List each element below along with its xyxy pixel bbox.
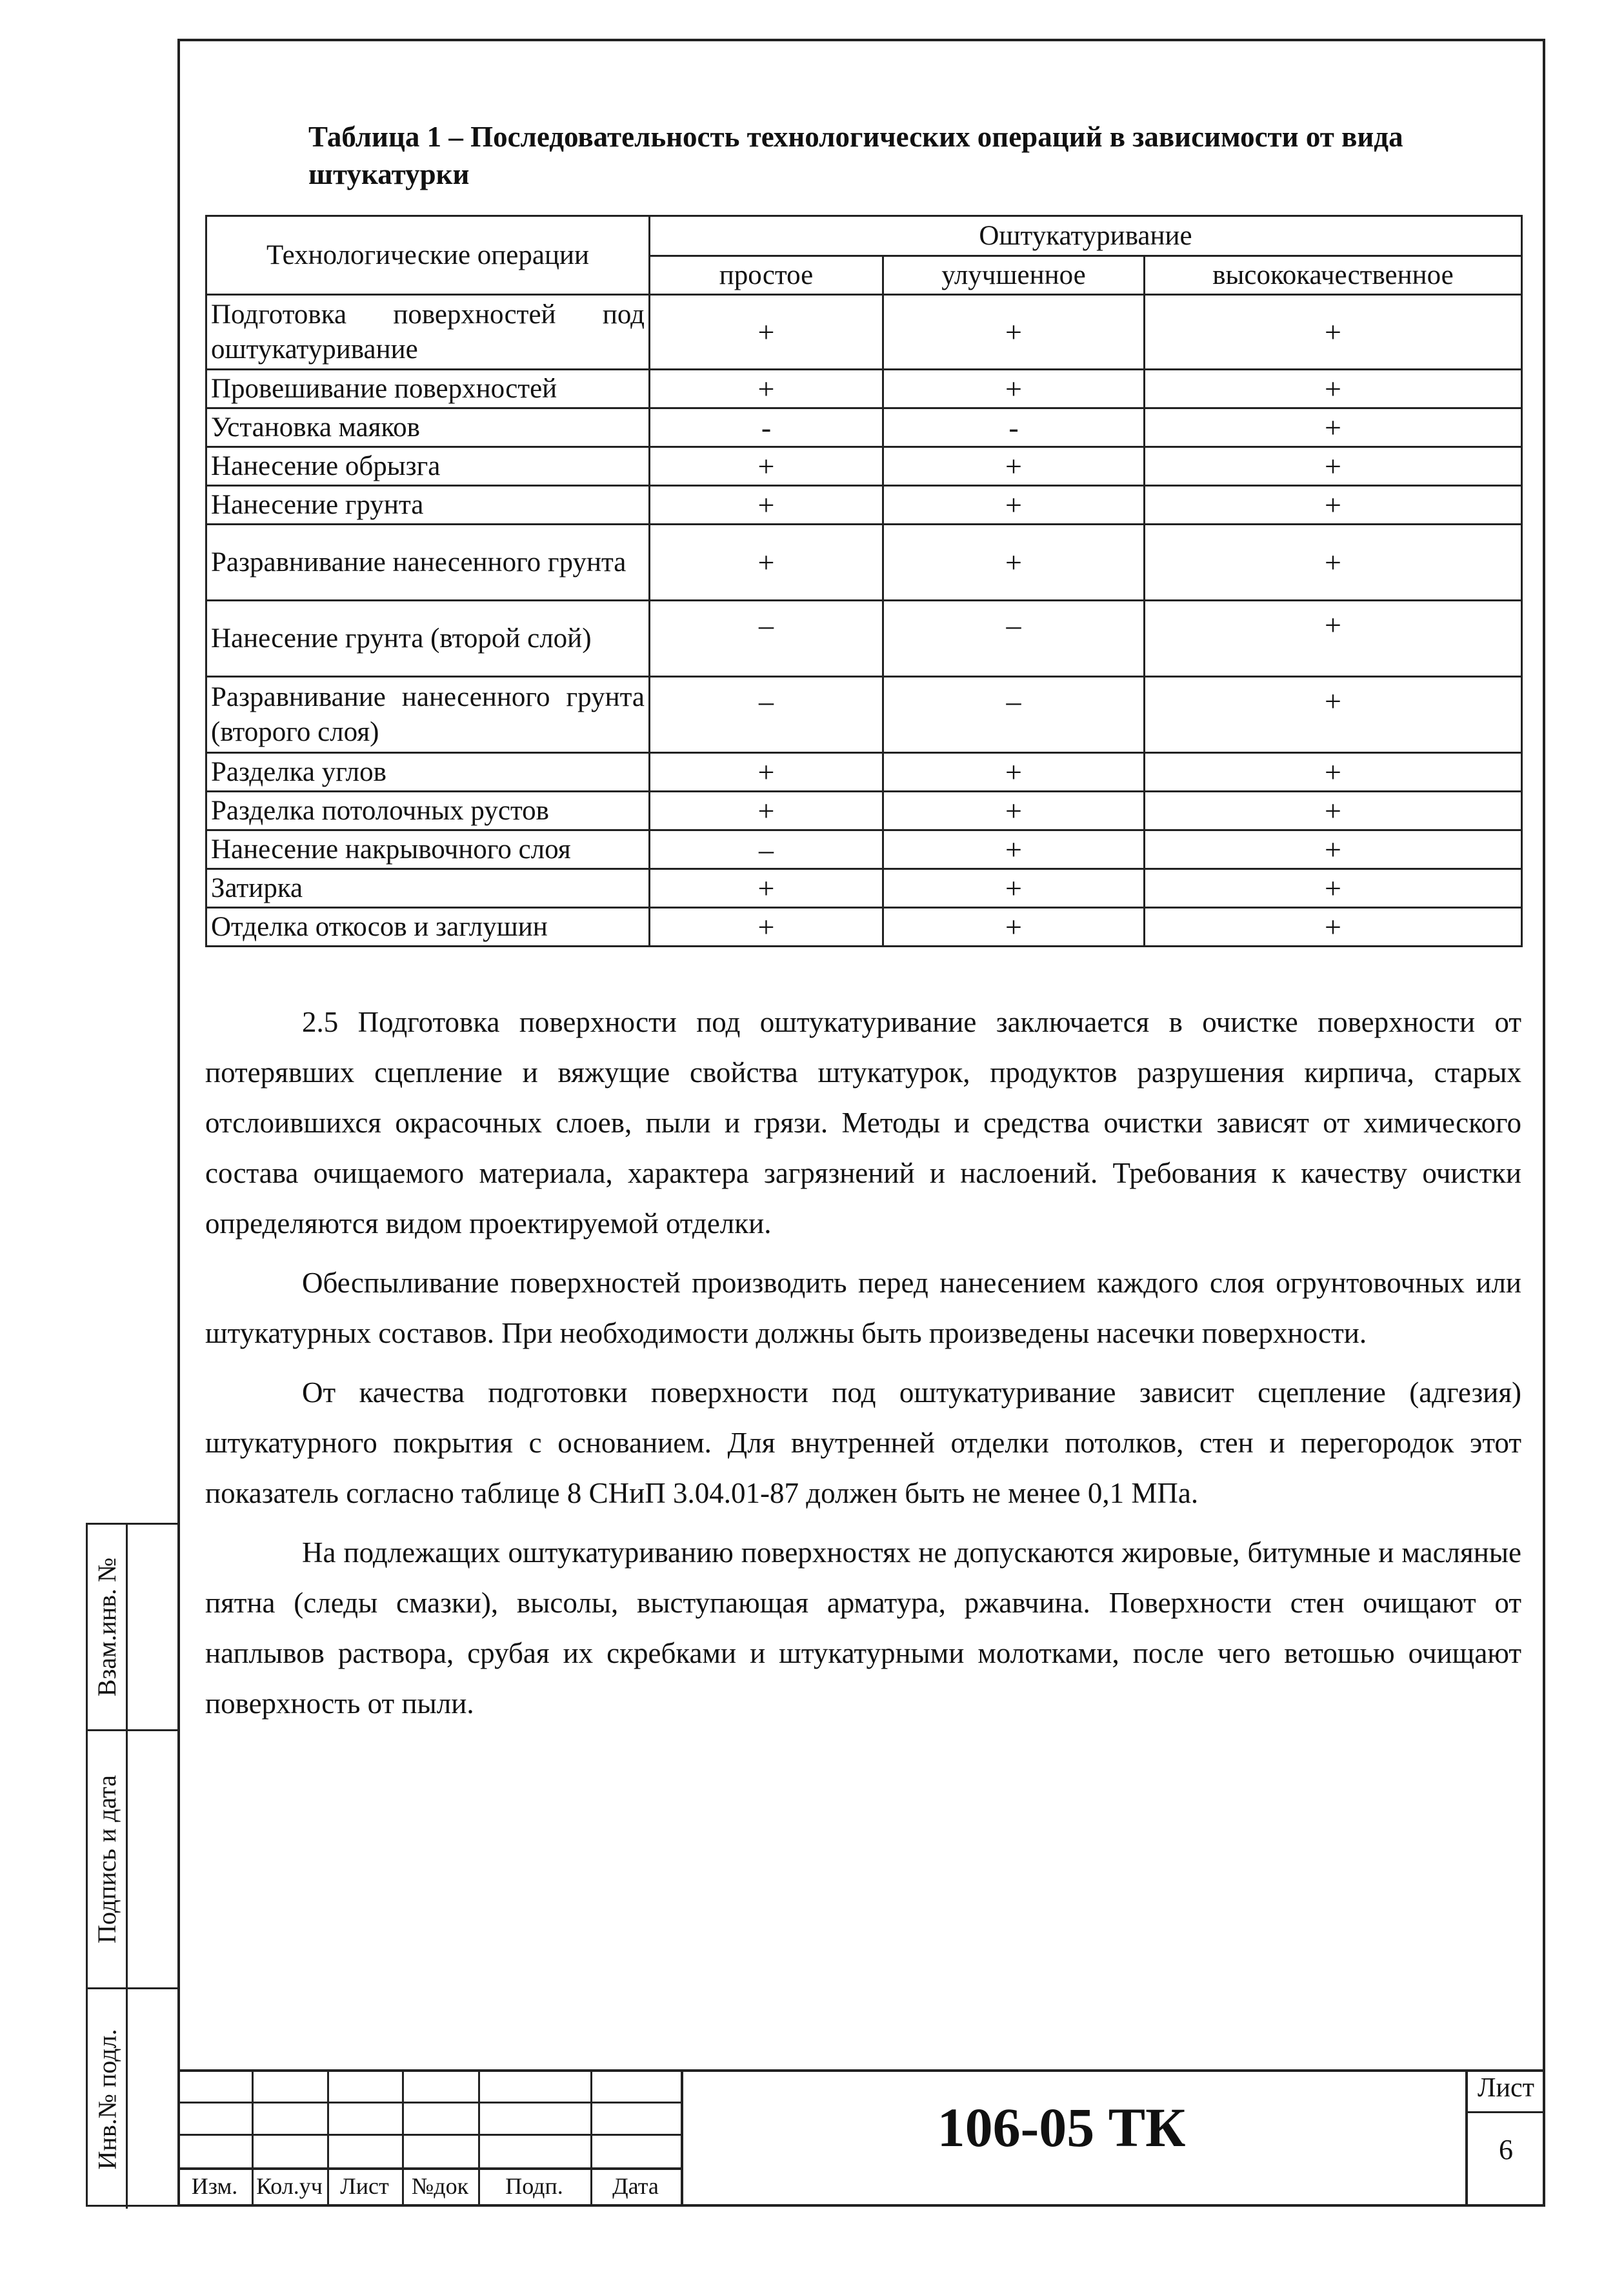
mark-cell: + (1145, 830, 1522, 869)
mark-cell: – (650, 830, 883, 869)
table-row (206, 295, 1522, 370)
stamp-label-change: Изм. (191, 2173, 238, 2199)
mark-cell: + (883, 525, 1145, 601)
stamp-label-docnum: №док (411, 2173, 469, 2199)
mark-cell: + (1145, 601, 1522, 677)
header-high-quality: высококачественное (1145, 256, 1522, 295)
mark-cell: - (883, 408, 1145, 447)
table-row (206, 830, 1522, 869)
mark-cell: + (883, 295, 1145, 370)
operation-cell: Затирка (206, 869, 650, 908)
table-row (206, 447, 1522, 486)
mark-cell: + (650, 908, 883, 947)
operation-cell: Провешивание поверхностей (206, 370, 650, 408)
paragraph: На подлежащих оштукатуриванию поверхностях не допускаются жировые, битумные и масляные пятна (следы смазки), высолы, выступающая арматура, ржавчина. Поверхности стен очищают от наплывов раствора, срубая их скребками и штукатурными молотками, после чего ветошью очищают поверхность от пыли. (205, 1536, 1521, 1720)
stamp-label-sheet: Лист (340, 2173, 389, 2199)
mark-cell: + (1145, 408, 1522, 447)
mark-cell: + (1145, 447, 1522, 486)
operation-cell: Установка маяков (206, 408, 650, 447)
header-improved: улучшенное (883, 256, 1145, 295)
table-row (206, 908, 1522, 947)
operation-cell: Нанесение грунта (206, 486, 650, 525)
mark-cell: + (1145, 486, 1522, 525)
mark-cell: + (1145, 525, 1522, 601)
operation-cell: Нанесение грунта (второй слой) (206, 601, 650, 677)
sheet-number: 6 (1499, 2134, 1513, 2165)
document-code: 106-05 ТК (937, 2096, 1186, 2158)
paragraph: От качества подготовки поверхности под оштукатуривание зависит сцепление (адгезия) штукатурного покрытия с основанием. Для внутренней отделки потолков, стен и перегородок этот показатель согласно таблице 8 СНиП 3.04.01-87 должен быть не менее 0,1 МПа. (205, 1376, 1521, 1509)
mark-cell: + (883, 830, 1145, 869)
mark-cell: + (1145, 908, 1522, 947)
table-row (206, 677, 1522, 753)
side-label-original: Инв.№ подл. (92, 2029, 122, 2169)
stamp-label-signature: Подп. (505, 2173, 563, 2199)
mark-cell: + (650, 295, 883, 370)
operation-cell: Нанесение обрызга (206, 447, 650, 486)
sheet-label: Лист (1478, 2073, 1534, 2103)
title-block (177, 2069, 1545, 2207)
table-row (206, 486, 1522, 525)
mark-cell: – (650, 601, 883, 677)
stamp-label-count: Кол.уч (256, 2173, 323, 2199)
side-label-signature: Подпись и дата (92, 1774, 121, 1944)
mark-cell: + (883, 908, 1145, 947)
mark-cell: + (650, 486, 883, 525)
table-row (206, 408, 1522, 447)
mark-cell: + (650, 525, 883, 601)
operation-cell: Разделка углов (206, 753, 650, 792)
mark-cell: – (883, 677, 1145, 753)
header-operations: Технологические операции (206, 216, 650, 295)
operation-cell: Разравнивание нанесенного грунта (второго слоя) (206, 677, 650, 753)
mark-cell: + (1145, 370, 1522, 408)
mark-cell: + (650, 792, 883, 830)
mark-cell: + (883, 486, 1145, 525)
operation-cell: Разделка потолочных рустов (206, 792, 650, 830)
mark-cell: + (650, 447, 883, 486)
table-row (206, 370, 1522, 408)
side-cell-replacement (88, 1525, 179, 1731)
mark-cell: + (1145, 753, 1522, 792)
mark-cell: + (1145, 677, 1522, 753)
paragraph: 2.5 Подготовка поверхности под оштукатуривание заключается в очистке поверхности от потерявших сцепление и вяжущие свойства штукатурок, продуктов разрушения кирпича, старых отслоившихся окрасочных слоев, пыли и грязи. Методы и средства очистки зависят от химического состава очищаемого материала, характера загрязнений и наслоений. Требования к качеству очистки определяются видом проектируемой отделки. (205, 1006, 1521, 1240)
table-title: Таблица 1 – Последовательность технологических операций в зависимости от вида штукатурки (308, 121, 1403, 190)
operations-table (205, 215, 1523, 947)
body-text (205, 997, 1521, 1738)
mark-cell: + (1145, 792, 1522, 830)
mark-cell: + (1145, 869, 1522, 908)
table-row (206, 525, 1522, 601)
header-plastering: Оштукатуривание (650, 216, 1522, 256)
mark-cell: + (1145, 295, 1522, 370)
mark-cell: – (650, 677, 883, 753)
mark-cell: + (883, 792, 1145, 830)
operation-cell: Разравнивание нанесенного грунта (206, 525, 650, 601)
operation-cell: Отделка откосов и заглушин (206, 908, 650, 947)
side-cell-original (88, 1989, 179, 2209)
table-row (206, 869, 1522, 908)
table-row (206, 753, 1522, 792)
side-label-replacement: Взам.инв. № (92, 1557, 122, 1697)
mark-cell: + (650, 869, 883, 908)
stamp-label-date: Дата (612, 2173, 659, 2199)
operation-cell: Подготовка поверхностей под оштукатуривание (206, 295, 650, 370)
mark-cell: - (650, 408, 883, 447)
table-row (206, 601, 1522, 677)
mark-cell: – (883, 601, 1145, 677)
side-cell-signature (88, 1731, 179, 1989)
side-stamp (86, 1523, 177, 2207)
mark-cell: + (883, 753, 1145, 792)
mark-cell: + (883, 447, 1145, 486)
table-row (206, 792, 1522, 830)
operation-cell: Нанесение накрывочного слоя (206, 830, 650, 869)
mark-cell: + (650, 753, 883, 792)
paragraph: Обеспыливание поверхностей производить перед нанесением каждого слоя огрунтовочных или штукатурных составов. При необходимости должны быть произведены насечки поверхности. (205, 1267, 1521, 1349)
mark-cell: + (883, 370, 1145, 408)
mark-cell: + (883, 869, 1145, 908)
mark-cell: + (650, 370, 883, 408)
header-simple: простое (650, 256, 883, 295)
